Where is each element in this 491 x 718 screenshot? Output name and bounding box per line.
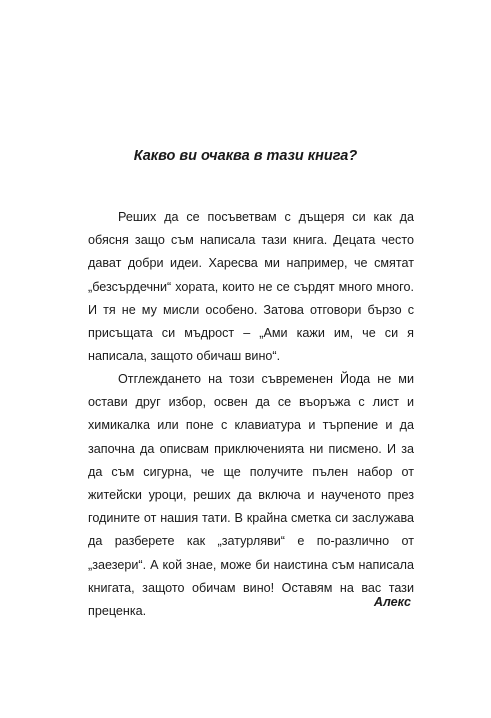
paragraph-2: Отглеждането на този съвременен Йода не ми остави друг избор, освен да се въоръжа с лист и химикалка или поне с клавиатура и търпение и да започна да описвам приключенията ни писмено. И за да съм сигурна, че ще получите пълен набор от житейски уроци, реших да включа и наученото през годините от нашия тати. В крайна сметка си заслужава да разберете как „затурляви“ е по-различно от „заезери“. А кой знае, може би наистина съм написала книгата, защото обичам вино! Оставям на вас тази преценка. [88, 372, 414, 619]
paragraph-1: Реших да се посъветвам с дъщеря си как да обясня защо съм написала тази книга. Децата често дават добри идеи. Харесва ми например, че смятат „безсърдечни“ хората, които не се сърдят много много. И тя не му мисли особено. Затова отговори бързо с присъщата си мъдрост – „Ами кажи им, че си я написала, защото обичаш вино“. [88, 210, 414, 364]
chapter-title: Какво ви очаква в тази книга? [133, 148, 358, 164]
author-signature: Алекс [373, 595, 411, 609]
